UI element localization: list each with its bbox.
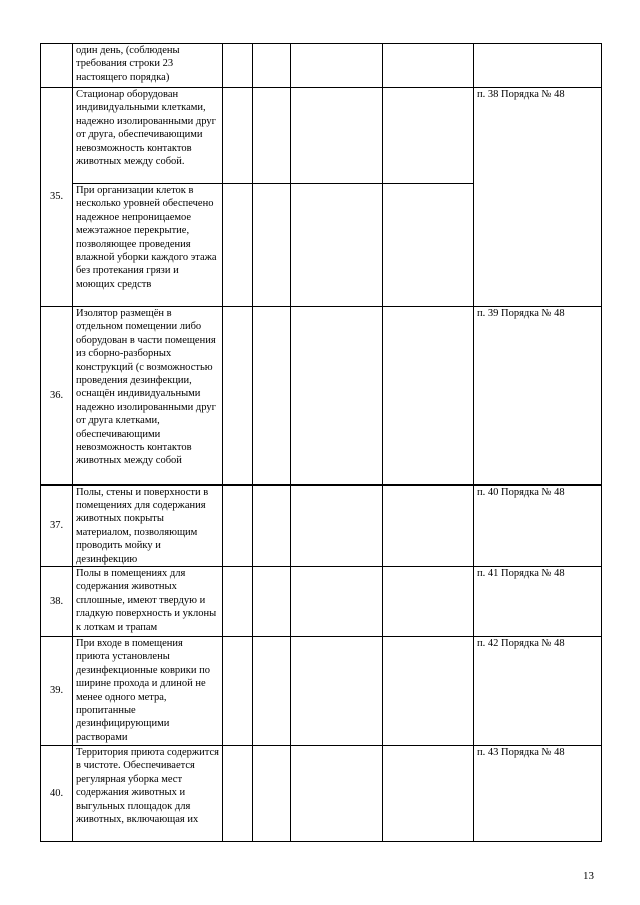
- answer-cell-yes: [223, 485, 253, 567]
- answer-cell-yes: [223, 307, 253, 485]
- legal-reference: п. 39 Порядка № 48: [474, 307, 602, 485]
- answer-cell-yes: [223, 636, 253, 745]
- answer-cell-not-applicable: [291, 88, 383, 184]
- row-number: [41, 44, 73, 88]
- answer-cell-no: [253, 44, 291, 88]
- requirement-text: Изолятор размещён в отдельном помещении либо оборудован в части помещения из сборно-разборных конструкций (с возможностью проведения дезинфекции, оснащён индивидуальными надежно изолированными друг от друга клетками, обеспечивающими невозможность контактов животных между собой: [73, 307, 223, 485]
- answer-cell-not-applicable: [291, 307, 383, 485]
- comment-cell: [383, 636, 474, 745]
- row-number: 36.: [41, 307, 73, 485]
- requirement-text: При организации клеток в несколько уровней обеспечено надежное непроницаемое межэтажное перекрытие, позволяющее проведения влажной уборки каждого этажа без протекания грязи и моющих средств: [73, 184, 223, 307]
- page-number: 13: [583, 870, 594, 882]
- row-number: 38.: [41, 566, 73, 636]
- comment-cell: [383, 566, 474, 636]
- table-row: [41, 88, 602, 184]
- table-row: [41, 566, 602, 636]
- checklist-table: [40, 43, 602, 842]
- answer-cell-no: [253, 566, 291, 636]
- row-number: 37.: [41, 485, 73, 567]
- table-row: [41, 636, 602, 745]
- answer-cell-yes: [223, 745, 253, 841]
- requirement-text: один день, (соблюдены требования строки 23 настоящего порядка): [73, 44, 223, 88]
- comment-cell: [383, 88, 474, 184]
- answer-cell-yes: [223, 184, 253, 307]
- table-row: [41, 44, 602, 88]
- answer-cell-yes: [223, 44, 253, 88]
- answer-cell-no: [253, 636, 291, 745]
- legal-reference: п. 41 Порядка № 48: [474, 566, 602, 636]
- requirement-text: При входе в помещения приюта установлены дезинфекционные коврики по ширине прохода и длиной не менее одного метра, пропитанные дезинфицирующими растворами: [73, 636, 223, 745]
- answer-cell-yes: [223, 566, 253, 636]
- table-row: [41, 745, 602, 841]
- answer-cell-no: [253, 485, 291, 567]
- table-row: [41, 485, 602, 567]
- answer-cell-not-applicable: [291, 44, 383, 88]
- legal-reference: [474, 44, 602, 88]
- row-number: 39.: [41, 636, 73, 745]
- comment-cell: [383, 184, 474, 307]
- answer-cell-no: [253, 88, 291, 184]
- answer-cell-no: [253, 184, 291, 307]
- comment-cell: [383, 44, 474, 88]
- table-row: [41, 307, 602, 485]
- requirement-text: Полы в помещениях для содержания животных сплошные, имеют твердую и гладкую поверхность и уклоны к лоткам и трапам: [73, 566, 223, 636]
- row-number: 35.: [41, 88, 73, 307]
- answer-cell-not-applicable: [291, 184, 383, 307]
- legal-reference: п. 42 Порядка № 48: [474, 636, 602, 745]
- answer-cell-not-applicable: [291, 566, 383, 636]
- answer-cell-no: [253, 307, 291, 485]
- legal-reference: п. 40 Порядка № 48: [474, 485, 602, 567]
- answer-cell-yes: [223, 88, 253, 184]
- comment-cell: [383, 745, 474, 841]
- legal-reference: п. 38 Порядка № 48: [474, 88, 602, 307]
- answer-cell-not-applicable: [291, 745, 383, 841]
- answer-cell-not-applicable: [291, 636, 383, 745]
- row-number: 40.: [41, 745, 73, 841]
- legal-reference: п. 43 Порядка № 48: [474, 745, 602, 841]
- requirement-text: Стационар оборудован индивидуальными клетками, надежно изолированными друг от друга, обеспечивающими невозможность контактов животных между собой.: [73, 88, 223, 184]
- comment-cell: [383, 485, 474, 567]
- requirement-text: Территория приюта содержится в чистоте. Обеспечивается регулярная уборка мест содержания животных и выгульных площадок для животных, включающая их: [73, 745, 223, 841]
- requirement-text: Полы, стены и поверхности в помещениях для содержания животных покрыты материалом, позволяющим проводить мойку и дезинфекцию: [73, 485, 223, 567]
- answer-cell-not-applicable: [291, 485, 383, 567]
- answer-cell-no: [253, 745, 291, 841]
- comment-cell: [383, 307, 474, 485]
